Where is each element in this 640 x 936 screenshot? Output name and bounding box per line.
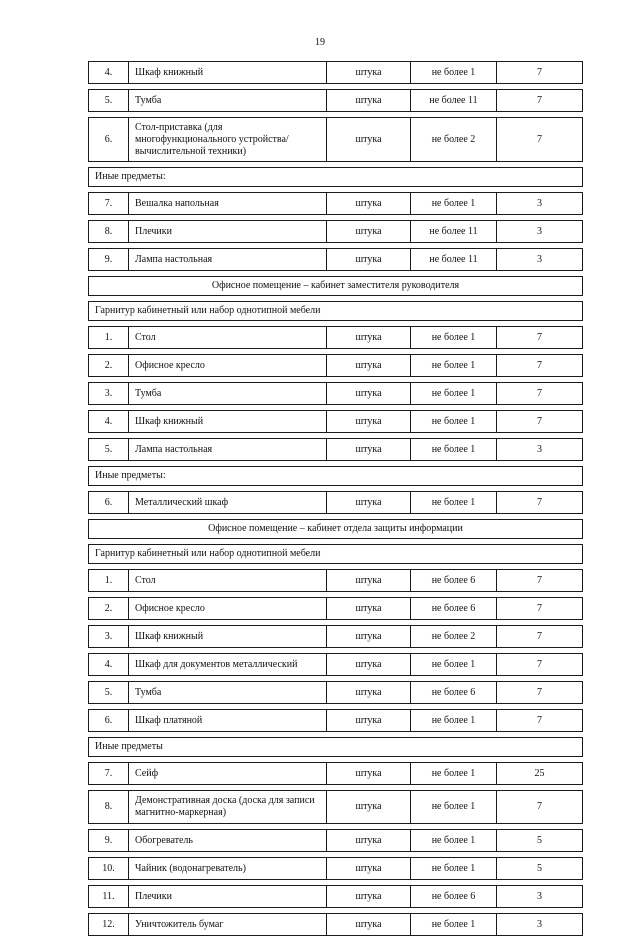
item-service-life: 3	[497, 914, 583, 936]
item-unit: штука	[327, 682, 411, 704]
item-number: 12.	[89, 914, 129, 936]
section-text: Офисное помещение – кабинет заместителя руководителя	[89, 277, 583, 296]
item-unit: штука	[327, 791, 411, 824]
item-quantity: не более 11	[411, 221, 497, 243]
item-quantity: не более 1	[411, 355, 497, 377]
item-number: 2.	[89, 598, 129, 620]
item-service-life: 7	[497, 626, 583, 648]
item-quantity: не более 11	[411, 90, 497, 112]
item-name: Уничтожитель бумаг	[129, 914, 327, 936]
table-row	[89, 914, 583, 936]
item-unit: штука	[327, 355, 411, 377]
item-quantity: не более 1	[411, 858, 497, 880]
item-unit: штука	[327, 439, 411, 461]
table-row	[89, 492, 583, 514]
table-row	[89, 626, 583, 648]
item-number: 6.	[89, 492, 129, 514]
table-row	[89, 221, 583, 243]
item-name: Офисное кресло	[129, 355, 327, 377]
item-quantity: не более 1	[411, 654, 497, 676]
item-name: Плечики	[129, 886, 327, 908]
item-quantity: не более 1	[411, 193, 497, 215]
item-name: Шкаф книжный	[129, 626, 327, 648]
item-number: 8.	[89, 221, 129, 243]
item-unit: штука	[327, 830, 411, 852]
item-number: 11.	[89, 886, 129, 908]
item-number: 9.	[89, 830, 129, 852]
table-row	[89, 570, 583, 592]
item-quantity: не более 1	[411, 411, 497, 433]
group-heading	[89, 545, 583, 564]
item-quantity: не более 1	[411, 710, 497, 732]
item-service-life: 3	[497, 193, 583, 215]
item-number: 4.	[89, 62, 129, 84]
item-unit: штука	[327, 249, 411, 271]
group-heading	[89, 738, 583, 757]
item-number: 8.	[89, 791, 129, 824]
item-unit: штука	[327, 763, 411, 785]
item-quantity: не более 2	[411, 626, 497, 648]
table-body	[89, 62, 583, 936]
item-number: 3.	[89, 383, 129, 405]
table-row	[89, 249, 583, 271]
item-unit: штука	[327, 327, 411, 349]
item-quantity: не более 1	[411, 791, 497, 824]
item-quantity: не более 1	[411, 439, 497, 461]
table-row	[89, 383, 583, 405]
section-text: Офисное помещение – кабинет отдела защиты информации	[89, 520, 583, 539]
item-number: 2.	[89, 355, 129, 377]
table-row	[89, 411, 583, 433]
item-quantity: не более 6	[411, 570, 497, 592]
item-number: 5.	[89, 90, 129, 112]
item-name: Шкаф для документов металлический	[129, 654, 327, 676]
item-service-life: 7	[497, 570, 583, 592]
item-service-life: 7	[497, 492, 583, 514]
item-name: Лампа настольная	[129, 439, 327, 461]
item-name: Шкаф книжный	[129, 62, 327, 84]
item-unit: штука	[327, 598, 411, 620]
group-heading	[89, 467, 583, 486]
item-service-life: 7	[497, 90, 583, 112]
item-quantity: не более 2	[411, 118, 497, 162]
item-name: Стол	[129, 327, 327, 349]
item-unit: штука	[327, 626, 411, 648]
item-service-life: 5	[497, 830, 583, 852]
item-service-life: 7	[497, 355, 583, 377]
item-quantity: не более 1	[411, 492, 497, 514]
item-number: 3.	[89, 626, 129, 648]
item-service-life: 5	[497, 858, 583, 880]
table-row	[89, 858, 583, 880]
item-service-life: 7	[497, 411, 583, 433]
item-number: 5.	[89, 682, 129, 704]
item-number: 6.	[89, 710, 129, 732]
item-number: 10.	[89, 858, 129, 880]
item-name: Чайник (водонагреватель)	[129, 858, 327, 880]
item-quantity: не более 11	[411, 249, 497, 271]
item-quantity: не более 6	[411, 886, 497, 908]
item-service-life: 7	[497, 654, 583, 676]
section-text: Иные предметы:	[89, 168, 583, 187]
item-unit: штука	[327, 221, 411, 243]
table-row	[89, 710, 583, 732]
item-name: Стол-приставка (для многофункционального устройства/вычислительной техники)	[129, 118, 327, 162]
item-service-life: 7	[497, 383, 583, 405]
item-service-life: 7	[497, 327, 583, 349]
item-unit: штука	[327, 570, 411, 592]
table-row	[89, 355, 583, 377]
item-name: Плечики	[129, 221, 327, 243]
item-unit: штука	[327, 710, 411, 732]
item-number: 4.	[89, 654, 129, 676]
table-row	[89, 118, 583, 162]
item-service-life: 7	[497, 598, 583, 620]
table-row	[89, 682, 583, 704]
item-quantity: не более 1	[411, 763, 497, 785]
item-unit: штука	[327, 411, 411, 433]
table-row	[89, 327, 583, 349]
item-number: 1.	[89, 327, 129, 349]
section-text: Гарнитур кабинетный или набор однотипной мебели	[89, 545, 583, 564]
item-name: Демонстративная доска (доска для записи магнитно-маркерная)	[129, 791, 327, 824]
table-row	[89, 193, 583, 215]
group-heading	[89, 302, 583, 321]
item-quantity: не более 1	[411, 62, 497, 84]
item-unit: штука	[327, 654, 411, 676]
item-name: Тумба	[129, 383, 327, 405]
table-row	[89, 830, 583, 852]
item-number: 9.	[89, 249, 129, 271]
section-text: Иные предметы	[89, 738, 583, 757]
item-service-life: 7	[497, 791, 583, 824]
item-service-life: 25	[497, 763, 583, 785]
item-name: Вешалка напольная	[129, 193, 327, 215]
item-number: 1.	[89, 570, 129, 592]
item-name: Шкаф платяной	[129, 710, 327, 732]
item-service-life: 7	[497, 710, 583, 732]
section-heading	[89, 277, 583, 296]
item-quantity: не более 1	[411, 383, 497, 405]
group-heading	[89, 168, 583, 187]
furniture-norms-table	[88, 61, 583, 936]
item-service-life: 7	[497, 682, 583, 704]
item-name: Шкаф книжный	[129, 411, 327, 433]
section-text: Гарнитур кабинетный или набор однотипной мебели	[89, 302, 583, 321]
item-name: Офисное кресло	[129, 598, 327, 620]
page-number: 19	[315, 37, 325, 48]
item-number: 7.	[89, 763, 129, 785]
item-service-life: 3	[497, 249, 583, 271]
item-number: 4.	[89, 411, 129, 433]
item-service-life: 3	[497, 439, 583, 461]
item-name: Стол	[129, 570, 327, 592]
item-unit: штука	[327, 62, 411, 84]
item-unit: штука	[327, 858, 411, 880]
item-number: 5.	[89, 439, 129, 461]
item-name: Тумба	[129, 682, 327, 704]
table-row	[89, 598, 583, 620]
section-text: Иные предметы:	[89, 467, 583, 486]
table-row	[89, 763, 583, 785]
table-row	[89, 654, 583, 676]
item-service-life: 3	[497, 886, 583, 908]
table-row	[89, 791, 583, 824]
item-unit: штука	[327, 492, 411, 514]
item-name: Металлический шкаф	[129, 492, 327, 514]
item-name: Сейф	[129, 763, 327, 785]
item-service-life: 7	[497, 118, 583, 162]
table-row	[89, 439, 583, 461]
table-row	[89, 62, 583, 84]
item-unit: штука	[327, 886, 411, 908]
item-unit: штука	[327, 90, 411, 112]
item-unit: штука	[327, 383, 411, 405]
item-number: 7.	[89, 193, 129, 215]
item-number: 6.	[89, 118, 129, 162]
item-unit: штука	[327, 193, 411, 215]
item-service-life: 7	[497, 62, 583, 84]
section-heading	[89, 520, 583, 539]
item-name: Тумба	[129, 90, 327, 112]
table-row	[89, 90, 583, 112]
item-quantity: не более 1	[411, 327, 497, 349]
item-quantity: не более 1	[411, 830, 497, 852]
table-row	[89, 886, 583, 908]
item-name: Обогреватель	[129, 830, 327, 852]
item-name: Лампа настольная	[129, 249, 327, 271]
item-quantity: не более 6	[411, 682, 497, 704]
item-unit: штука	[327, 914, 411, 936]
item-service-life: 3	[497, 221, 583, 243]
item-quantity: не более 6	[411, 598, 497, 620]
item-unit: штука	[327, 118, 411, 162]
item-quantity: не более 1	[411, 914, 497, 936]
